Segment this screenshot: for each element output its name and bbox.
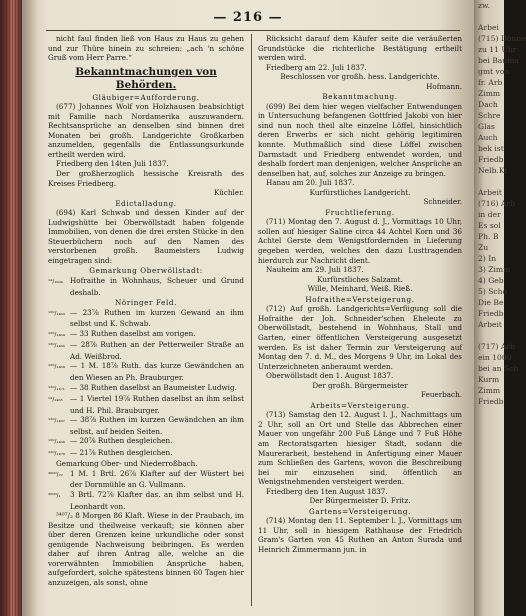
paragraph: (711) Montag den 7. August d. J., Vormittags 10 Uhr, sollen auf hiesiger Saline circa 44 Achtel Korn und 36 Achtel Gerste dem Wenigstfordernden in Lieferung gegeben werden, welches den dazu Lusttragenden hierdurch zur Nachricht dient. bbox=[258, 217, 462, 265]
parcel-entry bbox=[48, 340, 244, 361]
left-column bbox=[48, 34, 244, 587]
parcel-text: — 38⅞ Ruthen im kurzen Gewändchen an ihm selbst, auf beiden Seiten. bbox=[70, 415, 244, 436]
parcel-entry bbox=[48, 361, 244, 382]
parcel-number: ¹²⁰/₁₄₆₄ bbox=[48, 331, 65, 338]
fragment-line: Arbei bbox=[478, 23, 499, 32]
parcel-entry bbox=[48, 415, 244, 436]
fragment-line: Nelb.Ki bbox=[478, 166, 507, 175]
column-divider bbox=[251, 34, 252, 606]
parcel-number: ¹²⁰/₁₄₆₇ bbox=[48, 418, 65, 425]
parcel-entry bbox=[48, 383, 244, 395]
paragraph: (714) Montag den 11. September l. J., Vormittags um 11 Uhr, soll in hiesigem Rathhause der Friedrich Gram's Garten von 45 Ruthen an Anton Surada und Heinrich Zimmermann jun. in bbox=[258, 516, 462, 554]
notice-title: Edictalladung. bbox=[115, 198, 177, 208]
page-number: — 216 — bbox=[213, 10, 283, 25]
signature: Schneider. bbox=[423, 197, 462, 207]
notice-title: Gemarkung Oberwöllstadt: bbox=[89, 266, 203, 276]
fragment-line: Glas bbox=[478, 122, 495, 131]
parcel-text: Hofraithe in Wohnhaus, Scheuer und Grund deshalb. bbox=[70, 276, 244, 297]
fragment-line: Friedb bbox=[478, 309, 504, 318]
fragment-line: 5) Scho bbox=[478, 287, 508, 296]
fragment-line bbox=[474, 330, 504, 341]
fragment-line bbox=[474, 11, 504, 22]
parcel-entry bbox=[48, 329, 244, 341]
book-spine bbox=[0, 0, 22, 616]
fragment-line: gmt von bbox=[478, 67, 510, 76]
paragraph: (712) Auf großh. Landgerichts=Verfügung soll die Hofraithe der Joh. Schneider'schen Eheleute zu Oberwöllstadt, bestehend in Wohnhaus, Stall und Garten, einer öffentlichen Versteigerung ausgesetzt werden. Es ist daher Termin zur Versteigerung auf Montag den 7. d. M., des Morgens 9 Uhr, im Lokal des Unterzeichneten anberaumt werden. bbox=[258, 304, 462, 371]
fragment-line: fr. Arb bbox=[478, 78, 503, 87]
parcel-number: ¹²⁰/₁₄₆₃ bbox=[48, 310, 65, 317]
parcel-number: ²⁰⁰⁰/₁ bbox=[48, 492, 61, 499]
parcel-entry bbox=[48, 276, 244, 297]
fragment-line: Friedb bbox=[478, 397, 504, 406]
parcel-text: — 20⅞ Ruthen desgleichen. bbox=[70, 436, 173, 446]
authority-line: Der großh. Bürgermeister bbox=[312, 380, 408, 390]
parcel-number: ¹²⁰/₁₄₆₈ bbox=[48, 439, 65, 446]
parcel-text: — 23⅞ Ruthen im kurzen Gewand an ihm selbst und K. Schwab. bbox=[70, 307, 244, 329]
paragraph: Oberwöllstadt den 1. August 1837. bbox=[266, 371, 394, 381]
page bbox=[22, 0, 474, 616]
notice-title: Gläubiger=Aufforderung. bbox=[92, 92, 200, 102]
paragraph: Der großherzoglich hessische Kreisrath des Kreises Friedberg. bbox=[48, 169, 244, 188]
adjacent-page-fragment bbox=[474, 0, 526, 616]
fragment-line: Kurm bbox=[478, 375, 500, 384]
parcel-number: ¹²⁰/₁₄₆₆ bbox=[48, 343, 65, 350]
fragment-line: (716) Arb bbox=[478, 199, 515, 208]
paragraph: Friedberg am 22. Juli 1837. bbox=[266, 62, 367, 72]
paragraph: Friedberg den 14ten Juli 1837. bbox=[56, 159, 169, 169]
paragraph: ³⁴⁰⁷/₂ 8 Morgen 86 Klaft. Wiese in der Praubach, im Besitze und theilweise verkauft; sie können aber über deren Grenzen keine urkundliche oder sonst genügende Nachweisung beibringen. Es werden daher auf ihren Antrag alle, welche an die vorerwähnten Immobilien Ansprüche haben, aufgefordert, solche spätestens binnen 60 Tagen hier anzuzeigen, als sonst, ohne bbox=[48, 511, 244, 587]
parcel-text: — 1 Viertel 19⅞ Ruthen daselbst an ihm selbst und H. Phil. Brauburger. bbox=[70, 394, 244, 415]
fragment-line: Arbeit bbox=[478, 320, 502, 329]
gutter-shadow bbox=[22, 0, 38, 616]
section-heading: Bekanntmachungen von Behörden. bbox=[75, 65, 217, 91]
paragraph: Nauheim am 29. Juli 1837. bbox=[266, 265, 364, 275]
parcel-text: — 1 M. 18⅞ Ruth. das kurze Gewändchen an den Wiesen an Ph. Brauburger. bbox=[70, 361, 244, 382]
authority-line: Beschlossen vor großh. hess. Landgerichte. bbox=[280, 72, 440, 82]
parcel-entry bbox=[48, 448, 244, 460]
fragment-line: Schre bbox=[478, 111, 501, 120]
authority-line: Kurfürstliches Salzamt. bbox=[317, 274, 403, 284]
parcel-text: — 21⅞ Ruthen desgleichen. bbox=[70, 447, 173, 457]
right-column bbox=[258, 34, 462, 555]
fragment-line: bei Bauma bbox=[478, 56, 519, 65]
fragment-line: 2) In bbox=[478, 254, 497, 263]
authority-line: Wille, Meinhard, Weiß. Rieß. bbox=[307, 284, 413, 294]
authority-line: Der Bürgermeister D. Fritz. bbox=[309, 496, 411, 506]
fragment-line: zw. bbox=[478, 1, 491, 10]
fragment-line: (715) Dönne bbox=[478, 34, 526, 43]
fragment-line: bei an Sch bbox=[478, 364, 519, 373]
parcel-number: ¹²⁰/₁₄₇₀ bbox=[48, 450, 65, 457]
fragment-line: zu 11 Uhr bbox=[478, 45, 517, 54]
fragment-line bbox=[474, 176, 504, 187]
parcel-number: ¹⁴/₁₆₀₄ bbox=[48, 279, 63, 286]
parcel-entry bbox=[48, 469, 244, 490]
notice-title: Bekanntmachung. bbox=[322, 92, 398, 102]
fragment-line: Die Be bbox=[478, 298, 504, 307]
parcel-text: 3 Brtl. 72⅞ Klafter das. an ihm selbst und H. Leonhardt von. bbox=[70, 489, 244, 511]
fragment-line: Auch bbox=[478, 133, 498, 142]
fragment-line: Zimm bbox=[478, 89, 501, 98]
notice-title: Gartens=Versteigerung. bbox=[309, 506, 411, 516]
notice-title: Fruchtlieferung. bbox=[325, 207, 395, 217]
fragment-line: Zimm bbox=[478, 386, 501, 395]
parcel-entry bbox=[48, 308, 244, 329]
parcel-number: ¹⁴/₁₄₆₅ bbox=[48, 397, 63, 404]
fragment-line: ein 1000 bbox=[478, 353, 512, 362]
fragment-line: Friedb bbox=[478, 155, 504, 164]
parcel-text: — 38 Ruthen daselbst an Baumeister Ludwig. bbox=[70, 382, 237, 392]
signature: Hofmann. bbox=[426, 81, 462, 91]
signature: Küchler. bbox=[214, 188, 244, 198]
paragraph: Friedberg den 1ten August 1837. bbox=[266, 486, 388, 496]
paragraph: (713) Samstag den 12. August l. J., Nachmittags um 2 Uhr, soll an Ort und Stelle das Abbrechen einer Mauer von ungefähr 200 Fuß Länge und 7 Fuß Höhe am Rectoratsgarten hiesiger Stadt, sodann die Maurerarbeit, bestehend in Anfertigung einer Mauer zum Schließen des Gartens, wovon die Beschreibung bei mir einzusehen sind, öffentlich an Wenigstnehmenden versteigert werden. bbox=[258, 410, 462, 487]
notice-title: Nöringer Feld. bbox=[115, 298, 177, 308]
fragment-line: Ph. B bbox=[478, 232, 499, 241]
fragment-line: 4) Geb bbox=[478, 276, 504, 285]
paragraph: Gemarkung Ober- und Niederroßbach. bbox=[56, 459, 198, 469]
parcel-entry bbox=[48, 490, 244, 511]
header-rule bbox=[46, 30, 460, 31]
parcel-number: ¹²⁰/₁₄₇₁ bbox=[48, 385, 65, 392]
fragment-line: (717) Arb bbox=[478, 342, 515, 351]
signature: Feuerbach. bbox=[421, 390, 462, 400]
paragraph: (677) Johannes Wolf von Holzhausen beabsichtigt mit Familie nach Nordamerika auszuwandern. Rechtsansprüche an denselben sind binnen drei Monaten bei großh. Landgerichte Großkarben anzumelden, gegenfalls die Entlassungsurkunde ertheilt werden wird. bbox=[48, 102, 244, 159]
fragment-line: in der bbox=[478, 210, 501, 219]
notice-title: Hofraithe=Versteigerung. bbox=[305, 294, 415, 304]
fragment-line: Arbeit bbox=[478, 188, 502, 197]
paragraph: Hanau am 20. Juli 1837. bbox=[266, 178, 355, 188]
authority-line: Kurfürstliches Landgericht. bbox=[309, 187, 411, 197]
parcel-number: ¹²⁰/₁₄₆₉ bbox=[48, 364, 65, 371]
parcel-text: — 28⅞ Ruthen an der Petterweiler Straße an Ad. Weißbrod. bbox=[70, 340, 244, 361]
parcel-text: — 33 Ruthen daselbst am vorigen. bbox=[70, 328, 196, 338]
fragment-line: 3) Zimm bbox=[478, 265, 511, 274]
parcel-number: ²⁰⁰⁰/₂₂ bbox=[48, 471, 63, 478]
paragraph: (694) Karl Schwab und dessen Kinder auf der Ludwigshütte bei Oberwöllstadt haben folgende Immobilien, von denen die drei ersten Stücke in den Steuerbüchern noch auf den Namen des verstorbenen großh. Baumeisters Ludwig eingetragen sind: bbox=[48, 208, 244, 265]
fragment-line: Dach bbox=[478, 100, 498, 109]
fragment-line: Es sol bbox=[478, 221, 501, 230]
parcel-entry bbox=[48, 436, 244, 448]
fragment-line: bek ist bbox=[478, 144, 504, 153]
paragraph: Rücksicht darauf dem Käufer seite die veräußerten Grundstücke die richterliche Bestätigung ertheilt werden wird. bbox=[258, 34, 462, 63]
notice-title: Arbeits=Versteigerung. bbox=[310, 400, 410, 410]
parcel-text: 1 M. 1 Brtl. 26⅞ Klafter auf der Wüstert bei der Dornmühle an G. Vullmann. bbox=[70, 468, 244, 490]
fragment-line: Zu bbox=[478, 243, 489, 252]
parcel-entry bbox=[48, 394, 244, 415]
paragraph: (699) Bei dem hier wegen vielfacher Entwendungen in Untersuchung befangenen Gottfried Jakobi von hier sind nun noch theil alte einzelne Löffel, hinsichtlich deren Erwerbs er sich nicht gehörig legitimiren konnte. Muthmaßlich sind diese Löffel zwischen Darmstadt und Friedberg entwendet worden, und deshalb fordert man denjenigen, welcher Ansprüche an denselben hat, auf, solches zur Anzeige zu bringen. bbox=[258, 101, 462, 178]
paragraph: nicht faul finden ließ von Haus zu Haus zu gehen und zur Thüre hinein zu schreien: „ach 'n schöne Gruß vom Herr Parre.“ bbox=[48, 34, 244, 63]
